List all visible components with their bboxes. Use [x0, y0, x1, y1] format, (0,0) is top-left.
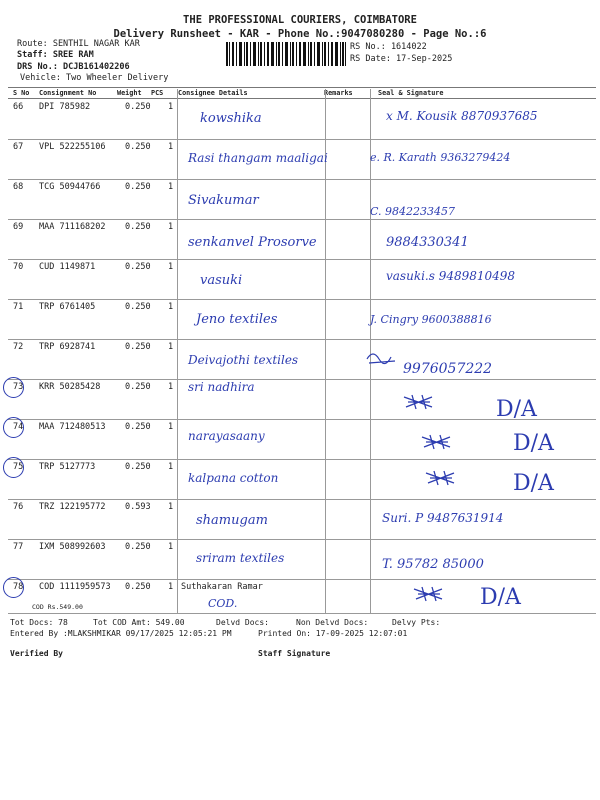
row-sno: 68	[13, 182, 24, 192]
row-consignment: CUD 1149871	[39, 262, 96, 272]
table-row	[8, 99, 596, 140]
stamp-scribble-icon	[412, 585, 446, 603]
row-consignment: TRZ 122195772	[39, 502, 106, 512]
row-weight: 0.593	[125, 502, 151, 512]
row-signature: vasuki.s 9489810498	[386, 269, 516, 283]
table-row	[8, 379, 596, 420]
signature-scribble-icon	[365, 349, 399, 367]
row-pcs: 1	[168, 142, 174, 152]
row-sno: 74	[13, 422, 24, 432]
sno-circle-mark	[3, 417, 24, 438]
row-sno: 66	[13, 102, 24, 112]
sno-circle-mark	[3, 577, 24, 598]
row-consignee: sri nadhira	[188, 380, 255, 394]
table-row	[8, 539, 596, 580]
table-row	[8, 139, 596, 180]
row-consignment: TRP 6928741	[39, 342, 96, 352]
row-signature: J. Cingry 9600388816	[370, 313, 492, 326]
row-consignment: KRR 50285428	[39, 382, 101, 392]
col-header-pcs: PCS	[151, 89, 164, 97]
row-consignee: Rasi thangam maaligai	[188, 151, 328, 165]
row-weight: 0.250	[125, 382, 151, 392]
col-header-seal: Seal & Signature	[378, 89, 444, 97]
col-header-remarks: Remarks	[324, 89, 353, 97]
table-row	[8, 499, 596, 540]
row-consignee: kalpana cotton	[188, 471, 279, 485]
total-cod-amount: Tot COD Amt: 549.00	[93, 618, 185, 627]
row-consignment: IXM 508992603	[39, 542, 106, 552]
staff-signature-label: Staff Signature	[258, 649, 331, 658]
row-pcs: 1	[168, 302, 174, 312]
drs-label: DRS No.: DCJB161402206	[17, 62, 130, 72]
table-row	[8, 339, 596, 380]
barcode-image	[226, 42, 346, 66]
company-title: THE PROFESSIONAL COURIERS, COIMBATORE	[183, 14, 417, 26]
row-weight: 0.250	[125, 542, 151, 552]
col-header-weight: Weight	[117, 89, 142, 97]
row-signature: x M. Kousik 8870937685	[386, 109, 538, 123]
row-pcs: 1	[168, 502, 174, 512]
row-weight: 0.250	[125, 142, 151, 152]
row-consignment: COD 1111959573	[39, 582, 111, 592]
row-sno: 71	[13, 302, 24, 312]
entered-by: Entered By :MLAKSHMIKAR 09/17/2025 12:05:21 PM	[10, 629, 232, 638]
row-signature: e. R. Karath 9363279424	[370, 151, 511, 164]
row-signature: D/A	[496, 397, 537, 422]
row-signature: D/A	[480, 585, 521, 610]
table-row	[8, 219, 596, 260]
stamp-scribble-icon	[424, 469, 458, 487]
verified-by-label: Verified By	[10, 649, 63, 658]
row-consignment: TRP 6761405	[39, 302, 96, 312]
row-weight: 0.250	[125, 222, 151, 232]
row-sno: 72	[13, 342, 24, 352]
row-weight: 0.250	[125, 422, 151, 432]
table-row	[8, 459, 596, 500]
stamp-scribble-icon	[420, 433, 454, 451]
row-consignee: sriram textiles	[196, 551, 285, 565]
row-consignee: senkanvel Prosorve	[188, 235, 317, 250]
runsheet-title: Delivery Runsheet - KAR - Phone No.:9047080280 - Page No.:6	[113, 28, 487, 40]
row-pcs: 1	[168, 582, 174, 592]
row-weight: 0.250	[125, 462, 151, 472]
sno-circle-mark	[3, 377, 24, 398]
staff-label: Staff: SREE RAM	[17, 50, 94, 60]
row-consignee: Suthakaran Ramar	[181, 582, 263, 592]
row-consignee: narayasaany	[188, 429, 265, 443]
row-sno: 67	[13, 142, 24, 152]
table-row	[8, 419, 596, 460]
table-row	[8, 299, 596, 340]
row-weight: 0.250	[125, 302, 151, 312]
table-top-rule	[8, 87, 596, 88]
row-sno: 76	[13, 502, 24, 512]
row-weight: 0.250	[125, 582, 151, 592]
stamp-scribble-icon	[402, 393, 436, 411]
row-pcs: 1	[168, 222, 174, 232]
rs-date: RS Date: 17-Sep-2025	[350, 54, 453, 64]
row-consignment: MAA 712480513	[39, 422, 106, 432]
row-pcs: 1	[168, 102, 174, 112]
row-pcs: 1	[168, 422, 174, 432]
row-signature: T. 95782 85000	[382, 557, 484, 572]
row-consignee: Jeno textiles	[196, 312, 278, 327]
row-consignee: kowshika	[200, 111, 262, 126]
row-pcs: 1	[168, 262, 174, 272]
row-pcs: 1	[168, 542, 174, 552]
row-signature: 9976057222	[403, 361, 493, 377]
table-row	[8, 259, 596, 300]
row-consignment: TRP 5127773	[39, 462, 96, 472]
row-consignment: TCG 50944766	[39, 182, 101, 192]
sno-circle-mark	[3, 457, 24, 478]
row-sno: 69	[13, 222, 24, 232]
row-signature: 9884330341	[386, 235, 469, 250]
table-row	[8, 179, 596, 220]
row-sno: 78	[13, 582, 24, 592]
row-consignee-handwritten: COD.	[208, 597, 238, 610]
row-consignee: vasuki	[200, 273, 243, 288]
col-header-consignee: Consignee Details	[178, 89, 248, 97]
row-consignment: VPL 522255106	[39, 142, 106, 152]
row-consignee: Sivakumar	[188, 193, 259, 208]
vehicle-label: Vehicle: Two Wheeler Delivery	[20, 73, 169, 83]
row-weight: 0.250	[125, 182, 151, 192]
printed-on: Printed On: 17-09-2025 12:07:01	[258, 629, 408, 638]
row-consignment: DPI 785982	[39, 102, 91, 112]
row-weight: 0.250	[125, 102, 151, 112]
col-header-sno: S No	[13, 89, 30, 97]
row-consignment: MAA 711168202	[39, 222, 106, 232]
row-sno: 75	[13, 462, 24, 472]
row-signature: D/A	[513, 431, 554, 456]
row-cod-note: COD Rs.549.00	[32, 603, 83, 611]
rs-number: RS No.: 1614022	[350, 42, 427, 52]
row-signature: D/A	[513, 471, 554, 496]
row-pcs: 1	[168, 382, 174, 392]
row-weight: 0.250	[125, 262, 151, 272]
row-sno: 70	[13, 262, 24, 272]
table-row	[8, 579, 596, 614]
delivered-docs: Delvd Docs:	[216, 618, 269, 627]
col-header-consignment: Consignment No	[39, 89, 97, 97]
row-consignee: shamugam	[196, 513, 268, 528]
row-signature: C. 9842233457	[370, 205, 456, 218]
row-sno: 73	[13, 382, 24, 392]
row-consignee: Deivajothi textiles	[188, 353, 299, 367]
row-sno: 77	[13, 542, 24, 552]
row-weight: 0.250	[125, 342, 151, 352]
delivery-points: Delvy Pts:	[392, 618, 441, 627]
total-docs: Tot Docs: 78	[10, 618, 68, 627]
row-pcs: 1	[168, 342, 174, 352]
row-pcs: 1	[168, 462, 174, 472]
non-delivered-docs: Non Delvd Docs:	[296, 618, 369, 627]
row-pcs: 1	[168, 182, 174, 192]
row-signature: Suri. P 9487631914	[382, 511, 504, 525]
route-label: Route: SENTHIL NAGAR KAR	[17, 39, 140, 49]
